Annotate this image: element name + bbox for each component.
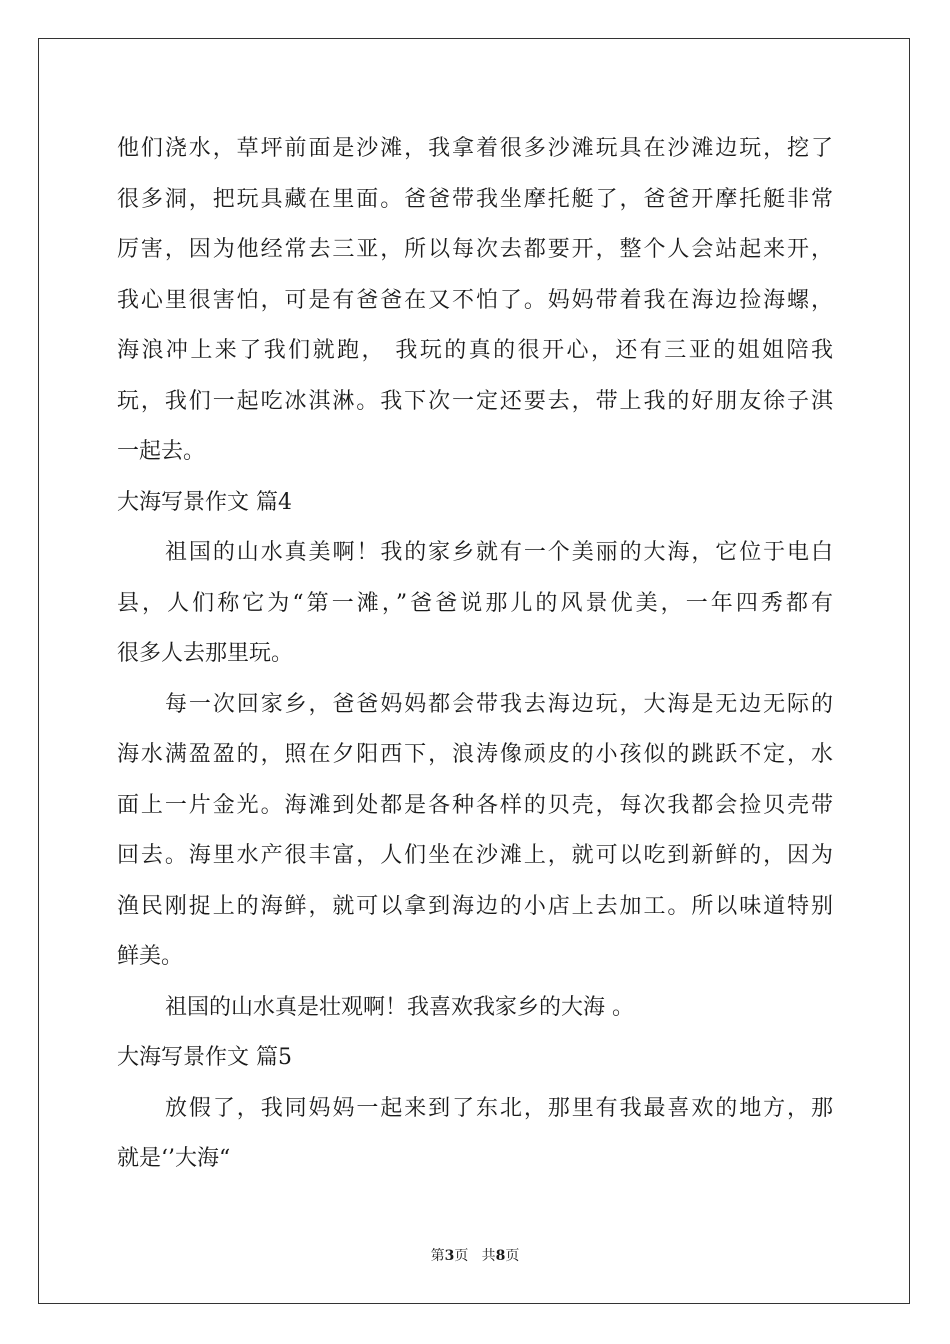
section-heading-5: 大海写景作文 篇5 [117,1045,292,1070]
text-line: 海水满盈盈的，照在夕阳西下，浪涛像顽皮的小孩似的跳跃不定，水 [117,742,833,767]
text-line: 县，人们称它为“第一滩，”爸爸说那儿的风景优美，一年四秀都有 [117,590,833,616]
page-prefix: 第 [430,1248,445,1264]
page-current: 3 [444,1248,455,1264]
text-line: 渔民刚捉上的海鲜，就可以拿到海边的小店上去加工。所以味道特别 [117,893,833,919]
text-line: 祖国的山水真是壮观啊！我喜欢我家乡的大海 。 [165,994,634,1020]
text-line: 面上一片金光。海滩到处都是各种各样的贝壳，每次我都会捡贝壳带 [117,792,833,818]
total-prefix: 共 [481,1248,496,1264]
paragraph-5 [117,1084,833,1185]
section-heading-4: 大海写景作文 篇4 [117,489,292,515]
paragraph-2 [117,528,833,680]
text-line: 我心里很害怕，可是有爸爸在又不怕了。妈妈带着我在海边捡海螺， [117,287,833,313]
text-line: 很多洞，把玩具藏在里面。爸爸带我坐摩托艇了，爸爸开摩托艇非常 [117,186,833,212]
page-suffix: 页 [454,1248,469,1264]
text-line: 玩，我们一起吃冰淇淋。我下次一定还要去，带上我的好朋友徐子淇 [117,388,833,414]
page-total: 8 [495,1248,506,1264]
paragraph-3 [117,680,833,983]
text-line: 鲜美。 [117,944,184,969]
text-line: 他们浇水，草坪前面是沙滩，我拿着很多沙滩玩具在沙滩边玩，挖了 [117,136,833,161]
paragraph-4 [117,983,833,1034]
text-line: 海浪冲上来了我们就跑， 我玩的真的很开心，还有三亚的姐姐陪我 [117,338,833,363]
text-line: 祖国的山水真美啊！我的家乡就有一个美丽的大海，它位于电白 [165,540,833,565]
page-footer [0,1245,950,1265]
text-line: 一起去。 [117,439,206,464]
total-suffix: 页 [505,1248,520,1264]
text-line: 每一次回家乡，爸爸妈妈都会带我去海边玩，大海是无边无际的 [165,691,833,717]
paragraph-1 [117,124,833,478]
text-line: 放假了，我同妈妈一起来到了东北，那里有我最喜欢的地方，那 [165,1095,833,1121]
text-line: 回去。海里水产很丰富，人们坐在沙滩上，就可以吃到新鲜的，因为 [117,843,833,868]
text-line: 就是‘’大海“ [117,1146,231,1171]
text-line: 很多人去那里玩。 [117,641,294,666]
text-line: 厉害，因为他经常去三亚，所以每次去都要开，整个人会站起来开， [117,237,833,262]
document-body [117,124,833,1185]
